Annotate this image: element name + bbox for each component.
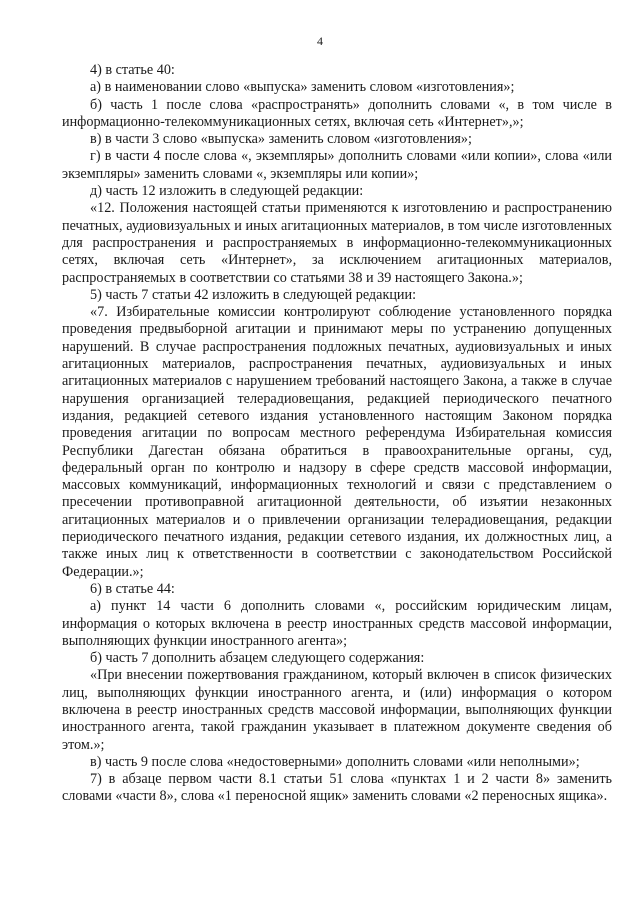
paragraph: «12. Положения настоящей статьи применяются к изготовлению и распространению печатных, аудиовизуальных и иных агитационных материалов, в том числе изготовленных для распространения и распространяемых в информационно-телекоммуникационных сетях, включая сеть «Интернет», за исключением агитационных материалов, распространяемых в соответствии со статьями 38 и 39 настоящего Закона.»; <box>62 200 612 286</box>
paragraph: 6) в статье 44: <box>90 580 175 597</box>
paragraph: 5) часть 7 статьи 42 изложить в следующей редакции: <box>90 286 417 303</box>
page-number: 4 <box>317 34 323 48</box>
paragraph: в) в части 3 слово «выпуска» заменить словом «изготовления»; <box>90 131 472 148</box>
paragraph: 7) в абзаце первом части 8.1 статьи 51 слова «пунктах 1 и 2 части 8» заменить словами «части 8», слова «1 переносной ящик» заменить словами «2 переносных ящика». <box>62 771 612 805</box>
document-body <box>62 62 612 806</box>
paragraph: 4) в статье 40: <box>90 62 175 78</box>
paragraph: «7. Избирательные комиссии контролируют соблюдение установленного порядка проведения предвыборной агитации и принимают меры по устранению допущенных нарушений. В случае распространения подложных печатных, аудиовизуальных и иных агитационных материалов, распространения печатных, аудиовизуальных и иных агитационных материалов с нарушением требований настоящего Закона, а также в случае нарушения организацией телерадиовещания, редакцией периодического печатного издания, редакцией сетевого издания установленного настоящим Законом порядка проведения агитации по вопросам местного референдума Избирательная комиссия Республики Дагестан обязана обратиться в правоохранительные органы, суд, федеральный орган по контролю и надзору в сфере средств массовой информации, массовых коммуникаций, информационных технологий и связи с представлением о пресечении противоправной агитационной деятельности, об изъятии незаконных агитационных материалов и о привлечении организации телерадиовещания, редакции периодического печатного издания, редакции сетевого издания, их должностных лиц, а также иных лиц к ответственности в соответствии с законодательством Российской Федерации.»; <box>62 304 612 580</box>
paragraph: б) часть 1 после слова «распространять» дополнить словами «, в том числе в информационно-телекоммуникационных сетях, включая сеть «Интернет»,»; <box>62 96 612 130</box>
paragraph: в) часть 9 после слова «недостоверными» дополнить словами «или неполными»; <box>90 753 580 770</box>
paragraph: а) пункт 14 части 6 дополнить словами «, российским юридическим лицам, информация о которых включена в реестр иностранных средств массовой информации, выполняющих функции иностранного агента»; <box>62 598 612 649</box>
paragraph: г) в части 4 после слова «, экземпляры» дополнить словами «или копии», слова «или экземпляры» заменить словами «, экземпляры или копии»; <box>62 148 612 182</box>
paragraph: б) часть 7 дополнить абзацем следующего содержания: <box>90 650 425 667</box>
paragraph: д) часть 12 изложить в следующей редакции: <box>90 183 364 200</box>
paragraph: «При внесении пожертвования гражданином, который включен в список физических лиц, выполняющих функции иностранного агента, и (или) информация о котором включена в реестр иностранных средств массовой информации, выполняющих функции иностранного агента, такой гражданин указывает в платежном документе сведения об этом.»; <box>62 667 612 753</box>
paragraph: а) в наименовании слово «выпуска» заменить словом «изготовления»; <box>90 79 515 96</box>
